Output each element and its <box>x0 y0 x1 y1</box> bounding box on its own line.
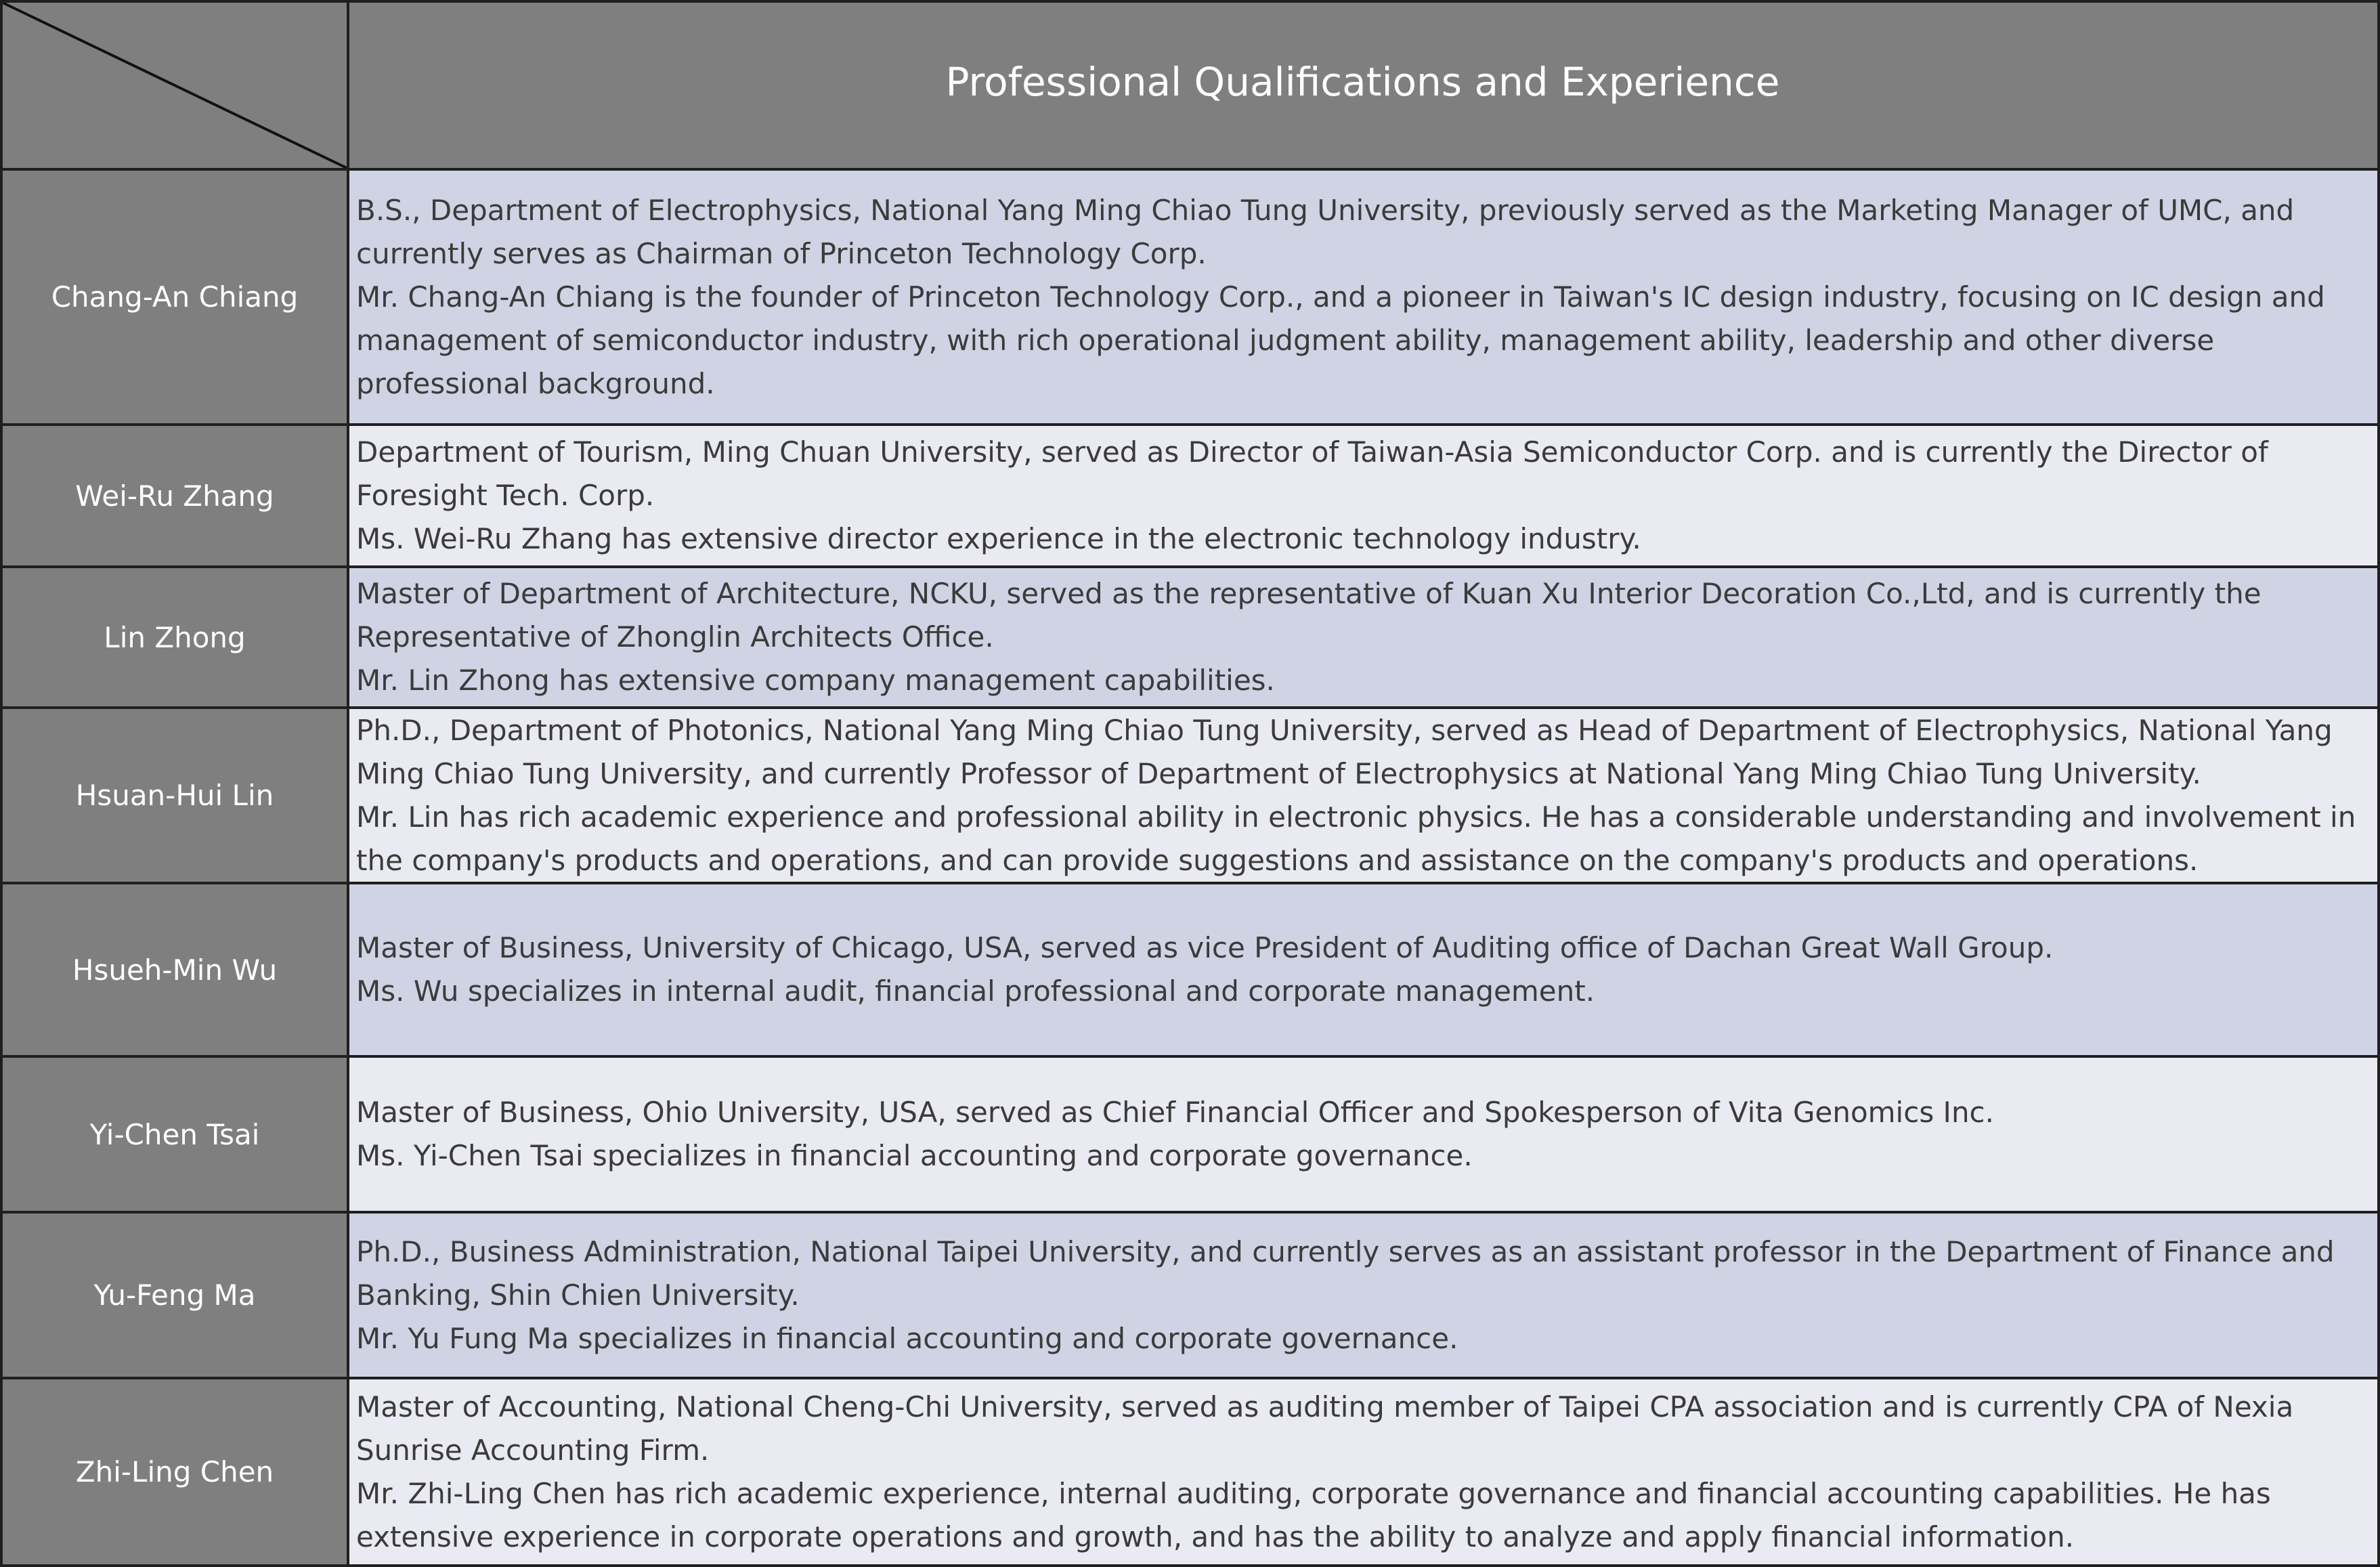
director-name: Wei-Ru Zhang <box>75 479 274 513</box>
header-corner-cell <box>0 0 349 171</box>
table-row <box>0 1377 2380 1567</box>
qualification-cell <box>347 565 2380 709</box>
director-name: Zhi-Ling Chen <box>75 1455 274 1488</box>
director-name: Hsuan-Hui Lin <box>75 779 274 812</box>
experience-text: Mr. Lin Zhong has extensive company management capabilities. <box>356 664 1275 697</box>
director-name: Yi-Chen Tsai <box>89 1117 260 1151</box>
director-name: Yu-Feng Ma <box>93 1279 256 1312</box>
table-row <box>0 1055 2380 1214</box>
table-header-row <box>0 0 2380 171</box>
qualification-text: B.S., Department of Electrophysics, National Yang Ming Chiao Tung University, previously served as the Marketing Manager of UMC, and currently serves as Chairman of Princeton Technology Corp. <box>356 193 2295 270</box>
qualification-text: Ph.D., Department of Photonics, National Yang Ming Chiao Tung University, served as Head of Department of Electrophysics, National Yang Ming Chiao Tung University, and currently Professor of Department of Electrophysics at National Yang Ming Chiao Tung University. <box>356 713 2333 790</box>
director-name-cell <box>0 1377 349 1567</box>
table-row <box>0 168 2380 426</box>
table-row <box>0 882 2380 1058</box>
qualification-cell <box>347 1377 2380 1567</box>
qualification-text: Department of Tourism, Ming Chuan University, served as Director of Taiwan-Asia Semiconductor Corp. and is currently the Director of Foresight Tech. Corp. <box>356 435 2268 512</box>
director-name-cell <box>0 1211 349 1379</box>
qualification-text: Master of Accounting, National Cheng-Chi University, served as auditing member of Taipei CPA association and is currently CPA of Nexia Sunrise Accounting Firm. <box>356 1390 2294 1467</box>
qualification-text: Master of Business, Ohio University, USA, served as Chief Financial Officer and Spokesperson of Vita Genomics Inc. <box>356 1096 1994 1129</box>
qualification-cell <box>347 1211 2380 1379</box>
experience-text: Ms. Wu specializes in internal audit, financial professional and corporate management. <box>356 974 1595 1008</box>
director-name-cell <box>0 565 349 709</box>
diagonal-divider <box>3 3 347 168</box>
header-title-cell <box>347 0 2380 171</box>
experience-text: Mr. Yu Fung Ma specializes in financial accounting and corporate governance. <box>356 1321 1458 1355</box>
qualification-text: Master of Business, University of Chicago, USA, served as vice President of Auditing office of Dachan Great Wall Group. <box>356 931 2054 964</box>
experience-text: Mr. Chang-An Chiang is the founder of Princeton Technology Corp., and a pioneer in Taiwan's IC design industry, focusing on IC design and management of semiconductor industry, with rich operational judgment ability, management ability, leadership and other diverse professional background. <box>356 280 2325 400</box>
experience-text: Mr. Zhi-Ling Chen has rich academic experience, internal auditing, corporate governance and financial accounting capabilities. He has extensive experience in corporate operations and growth, and has the ability to analyze and apply financial information. <box>356 1476 2271 1553</box>
director-name: Lin Zhong <box>104 620 246 654</box>
table-row <box>0 565 2380 709</box>
experience-text: Ms. Wei-Ru Zhang has extensive director experience in the electronic technology industry. <box>356 522 1641 555</box>
qualification-text: Ph.D., Business Administration, National Taipei University, and currently serves as an assistant professor in the Department of Finance and Banking, Shin Chien University. <box>356 1235 2335 1312</box>
qualification-cell <box>347 706 2380 884</box>
director-name-cell <box>0 168 349 426</box>
table-row <box>0 706 2380 884</box>
experience-text: Mr. Lin has rich academic experience and professional ability in electronic physics. He has a considerable understanding and involvement in the company's products and operations, and can provide suggestions and assistance on the company's products and operations. <box>356 800 2356 877</box>
director-name-cell <box>0 423 349 568</box>
experience-text: Ms. Yi-Chen Tsai specializes in financial accounting and corporate governance. <box>356 1139 1473 1172</box>
table-title: Professional Qualifications and Experience <box>945 59 1780 105</box>
table-row <box>0 423 2380 568</box>
qualification-cell <box>347 1055 2380 1214</box>
qualification-cell <box>347 882 2380 1058</box>
director-name: Chang-An Chiang <box>51 280 299 314</box>
qualification-text: Master of Department of Architecture, NCKU, served as the representative of Kuan Xu Interior Decoration Co.,Ltd, and is currently the Representative of Zhonglin Architects Office. <box>356 577 2262 653</box>
qualification-cell <box>347 423 2380 568</box>
director-name: Hsueh-Min Wu <box>72 953 278 987</box>
director-name-cell <box>0 882 349 1058</box>
director-name-cell <box>0 706 349 884</box>
director-name-cell <box>0 1055 349 1214</box>
qualification-cell <box>347 168 2380 426</box>
table-row <box>0 1211 2380 1379</box>
